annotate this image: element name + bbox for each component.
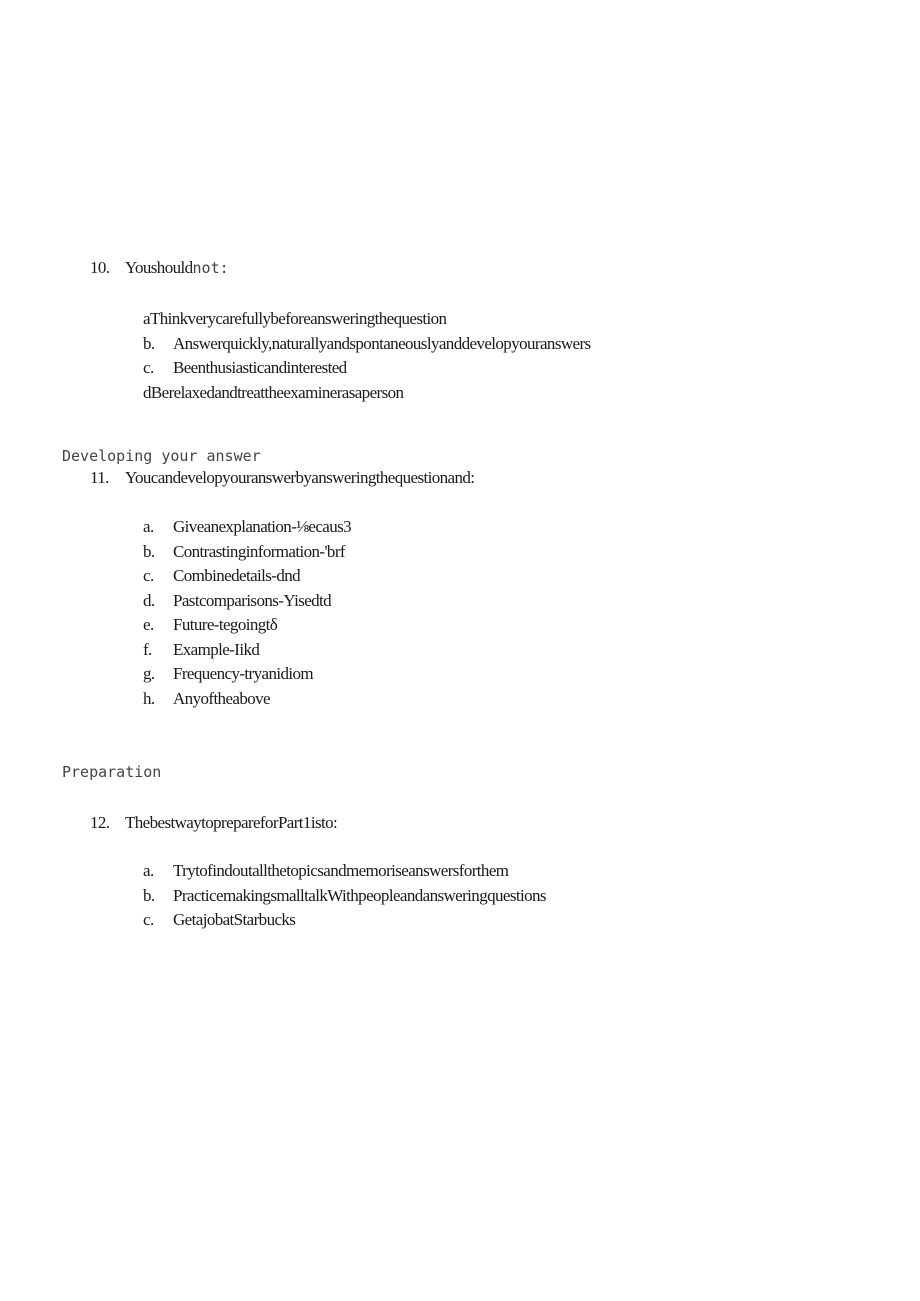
option-item <box>143 884 546 909</box>
option-item <box>143 356 591 381</box>
option-item <box>143 908 546 933</box>
option-letter: g. <box>143 664 155 683</box>
option-letter: c. <box>143 910 154 929</box>
option-text: Future-tegoingtδ <box>173 615 278 634</box>
option-text: Combinedetails-dnd <box>173 566 301 585</box>
option-text: Frequency-tryanidiom <box>173 664 314 683</box>
question-10-title <box>90 258 229 278</box>
question-number: 10. <box>90 258 110 277</box>
option-text: aThinkverycarefullybeforeansweringthequestion <box>143 309 447 328</box>
question-11-options <box>143 515 351 711</box>
option-text: Beenthusiasticandinterested <box>173 358 347 377</box>
question-10-options <box>143 307 591 405</box>
option-text: Answerquickly,naturallyandspontaneouslyanddevelopyouranswers <box>173 333 591 353</box>
option-item <box>143 662 351 687</box>
option-letter: a. <box>143 517 154 536</box>
option-text: dBerelaxedandtreattheexaminerasaperson <box>143 382 404 402</box>
option-letter: d. <box>143 590 155 610</box>
question-11-title <box>90 468 474 488</box>
option-letter: f. <box>143 639 152 659</box>
option-text: Giveanexplanation-⅛ecaus3 <box>173 517 352 536</box>
option-text: Contrastinginformation-'brf <box>173 541 345 561</box>
question-text: Youshould <box>125 258 193 277</box>
section-heading-developing: Developing your answer <box>62 447 261 465</box>
option-letter: c. <box>143 358 154 377</box>
option-text: Anyoftheabove <box>173 688 270 708</box>
option-letter: b. <box>143 333 155 353</box>
question-number: 12. <box>90 813 110 832</box>
option-item <box>143 638 351 663</box>
question-text: ThebestwaytoprepareforPart1isto: <box>125 813 338 832</box>
option-item <box>143 540 351 565</box>
option-item <box>143 307 591 332</box>
question-number: 11. <box>90 468 109 487</box>
option-item <box>143 564 351 589</box>
option-item <box>143 613 351 638</box>
option-item <box>143 515 351 540</box>
option-text: GetajobatStarbucks <box>173 910 296 929</box>
option-text: Example-Iikd <box>173 639 260 659</box>
option-item <box>143 332 591 357</box>
question-12-title <box>90 813 337 833</box>
option-letter: a. <box>143 861 154 880</box>
option-letter: c. <box>143 566 154 585</box>
option-text: Trytofindoutallthetopicsandmemoriseanswersforthem <box>173 861 509 880</box>
option-text: Pastcomparisons-Yisedtd <box>173 590 332 610</box>
option-letter: e. <box>143 615 154 634</box>
option-letter: b. <box>143 885 155 905</box>
option-letter: b. <box>143 541 155 561</box>
option-text: PracticemakingsmalltalkWithpeopleandansweringquestions <box>173 885 546 905</box>
question-text: Youcandevelopyouranswerbyansweringthequestionand: <box>125 468 475 487</box>
option-item <box>143 859 546 884</box>
question-emphasis: not: <box>192 259 229 277</box>
option-item <box>143 381 591 406</box>
question-12-options <box>143 859 546 933</box>
option-item <box>143 589 351 614</box>
section-heading-preparation: Preparation <box>62 763 162 781</box>
option-letter: h. <box>143 688 155 708</box>
option-item <box>143 687 351 712</box>
